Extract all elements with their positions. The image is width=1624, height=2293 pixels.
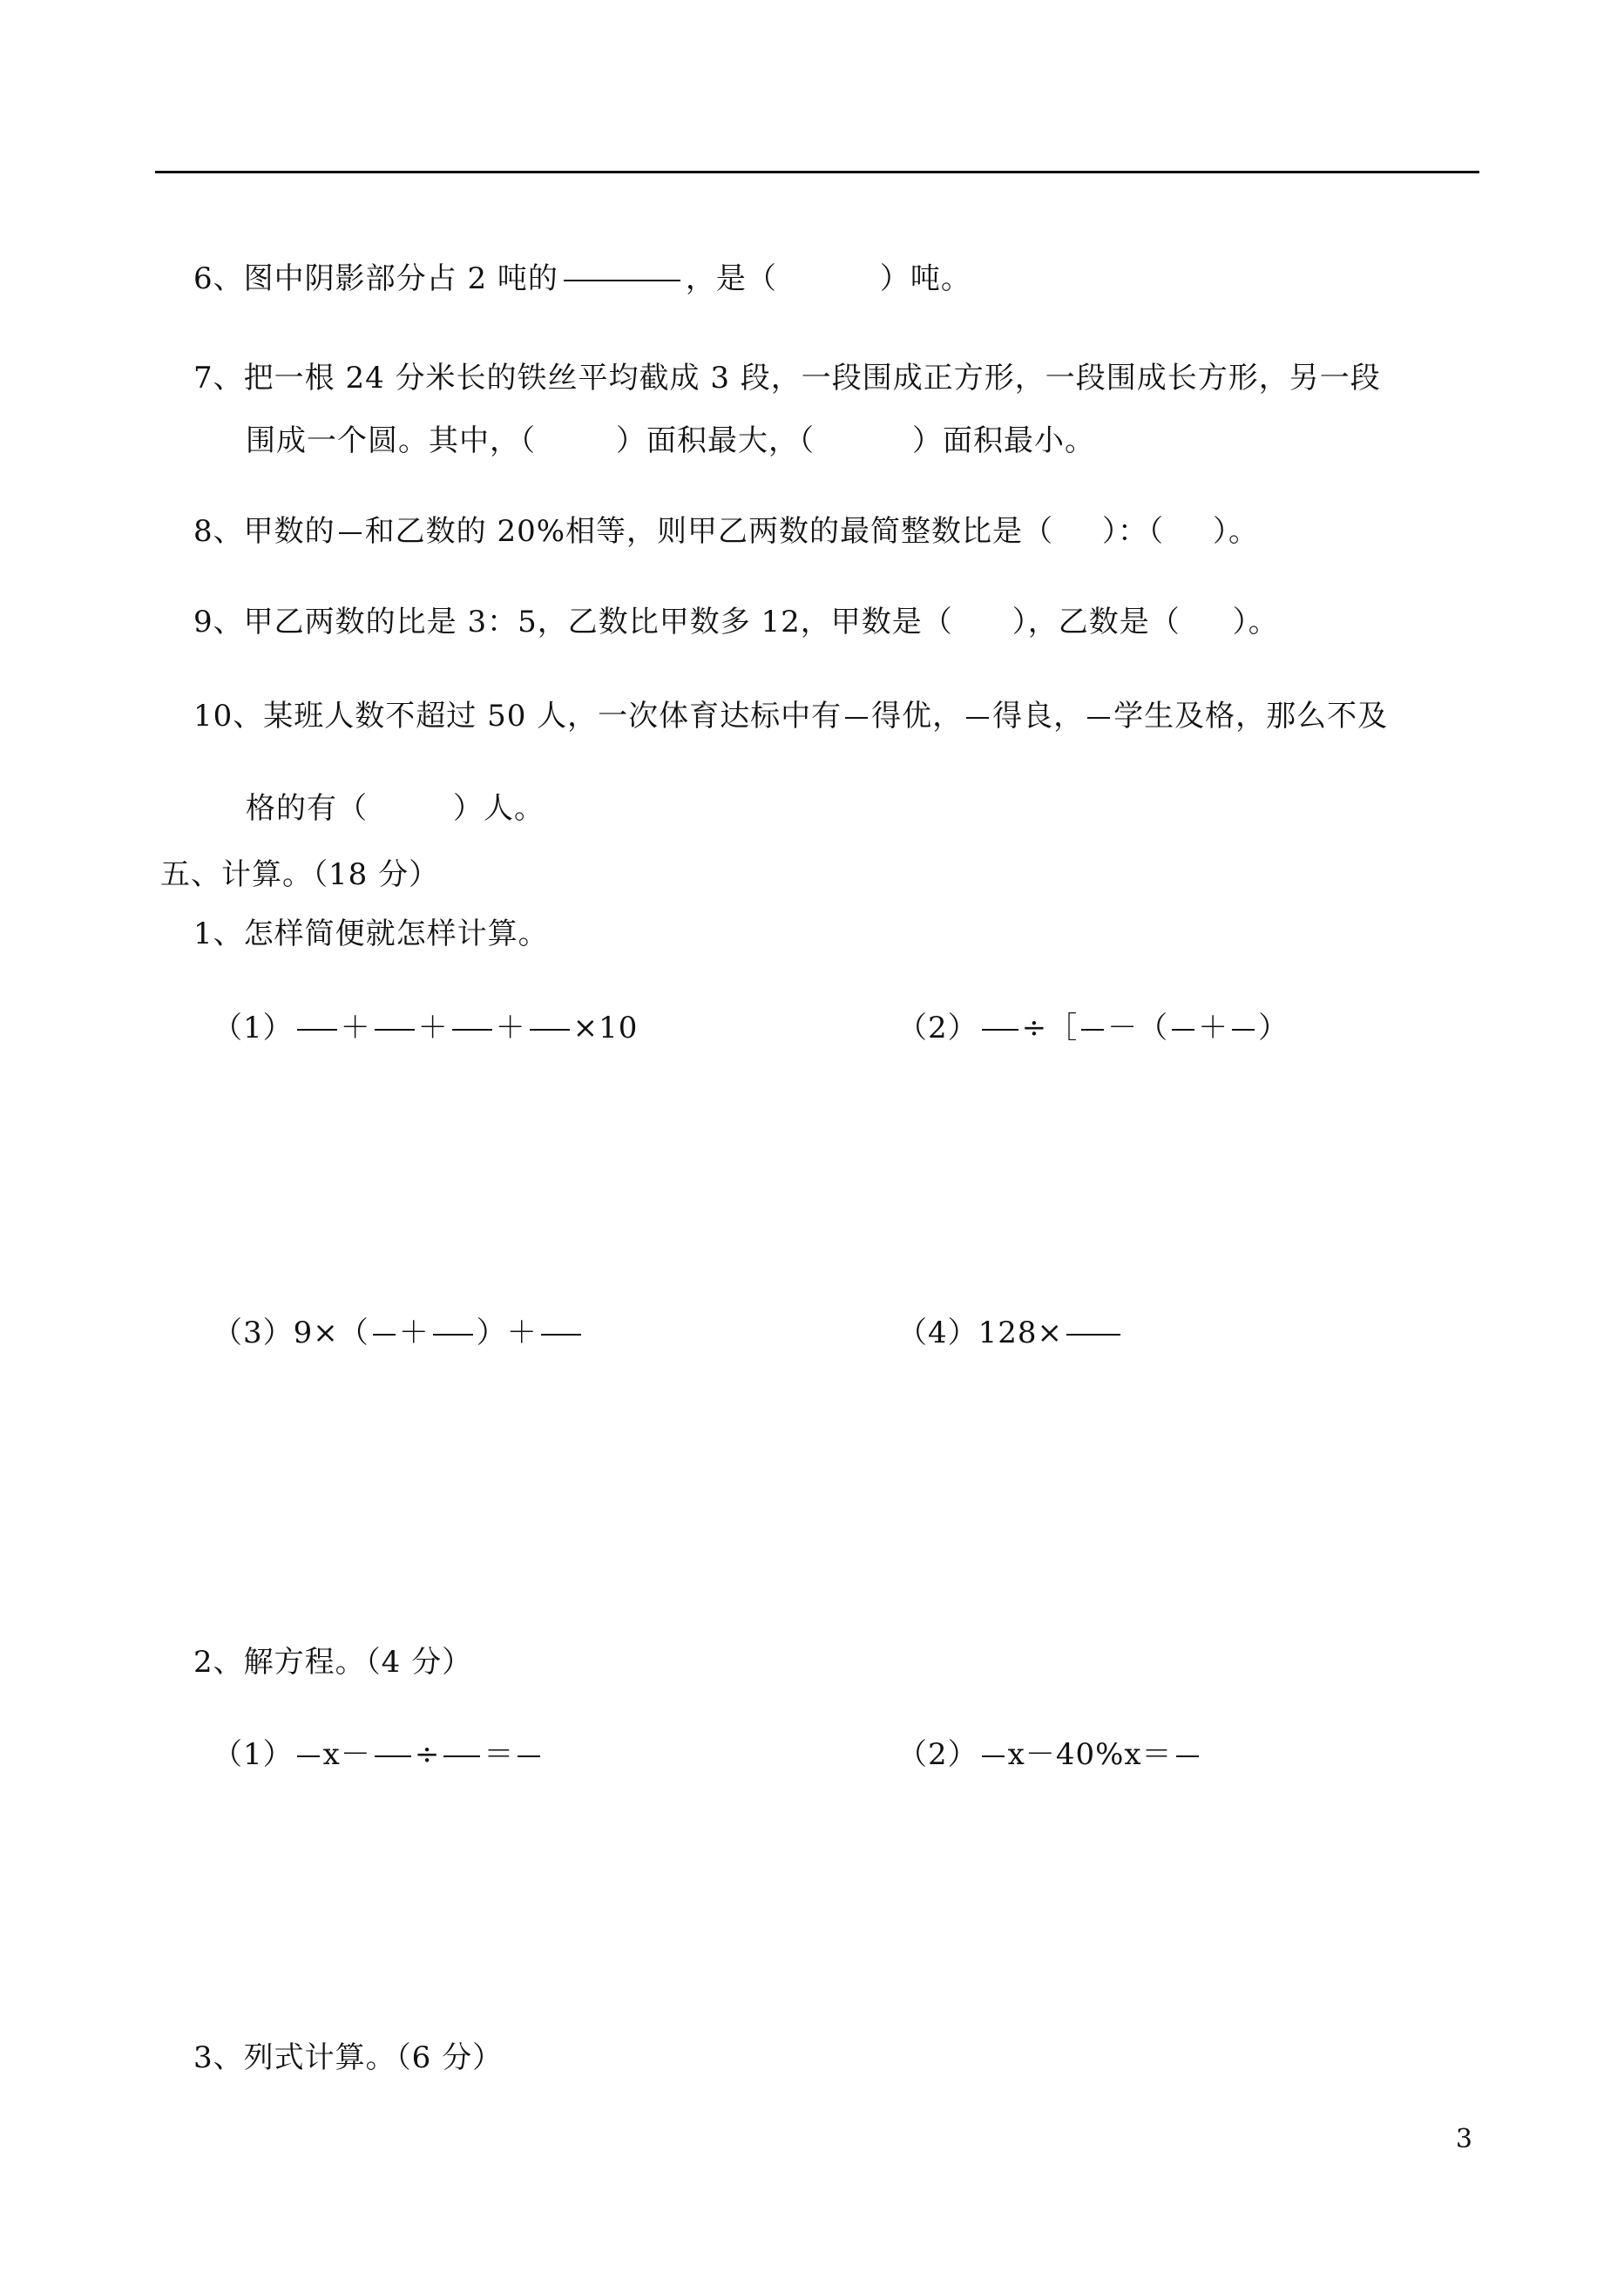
fraction-bar (1176, 1755, 1199, 1757)
fraction-bar (443, 1755, 480, 1757)
subsection-3-title: 3、列式计算。（6 分） (193, 2040, 504, 2075)
fraction-bar (530, 1029, 570, 1031)
question-7-line-1: 7、把一根 24 分米长的铁丝平均截成 3 段，一段围成正方形，一段围成长方形，另一段 (193, 361, 1381, 396)
fraction-bar (373, 1334, 396, 1336)
fraction-bar (339, 532, 362, 534)
calc-4: （4）128× (897, 1314, 1124, 1352)
fraction-bar (1172, 1029, 1194, 1031)
fraction-bar (375, 1755, 411, 1757)
question-6: 6、图中阴影部分占 2 吨的 ，是（ ）吨。 (193, 261, 971, 296)
fraction-bar (1087, 717, 1110, 719)
equation-2: （2） x－40%x＝ (897, 1735, 1202, 1774)
subsection-1-title: 1、怎样简便就怎样计算。 (193, 917, 549, 951)
fraction-bar (297, 1755, 320, 1757)
equation-1: （1） x－ ÷ ＝ (213, 1735, 544, 1774)
question-7-line-2: 围成一个圆。其中，（ ）面积最大，（ ）面积最小。 (246, 423, 1095, 458)
fraction-bar (1232, 1029, 1255, 1031)
header-rule (155, 171, 1479, 173)
fraction-bar (541, 1334, 581, 1336)
fraction-bar (845, 717, 868, 719)
answer-blank (564, 280, 680, 281)
fraction-bar (966, 717, 989, 719)
fraction-bar (297, 1029, 337, 1031)
fraction-bar (1081, 1029, 1104, 1031)
page-number: 3 (1455, 2124, 1472, 2154)
question-10-line-1: 10、某班人数不超过 50 人，一次体育达标中有 得优， 得良， 学生及格，那么不及 (193, 699, 1389, 734)
fraction-bar (1066, 1334, 1120, 1336)
fraction-bar (452, 1029, 492, 1031)
fraction-bar (982, 1755, 1005, 1757)
question-10-line-2: 格的有（ ）人。 (246, 791, 545, 826)
fraction-bar (982, 1029, 1018, 1031)
fraction-bar (375, 1029, 415, 1031)
subsection-2-title: 2、解方程。（4 分） (193, 1645, 473, 1680)
fraction-bar (433, 1334, 473, 1336)
fraction-bar (518, 1755, 540, 1757)
calc-1: （1） ＋ ＋ ＋ ×10 (213, 1011, 639, 1045)
question-8: 8、甲数的 和乙数的 20%相等，则甲乙两数的最简整数比是（ ）：（ ）。 (193, 514, 1260, 549)
calc-2: （2） ÷［ －（ ＋ ） (897, 1011, 1289, 1045)
question-9: 9、甲乙两数的比是 3：5，乙数比甲数多 12，甲数是（ ），乙数是（ ）。 (193, 605, 1279, 639)
calc-3: （3）9×（ ＋ ）＋ (213, 1314, 585, 1352)
section-5-title: 五、计算。（18 分） (160, 857, 440, 892)
